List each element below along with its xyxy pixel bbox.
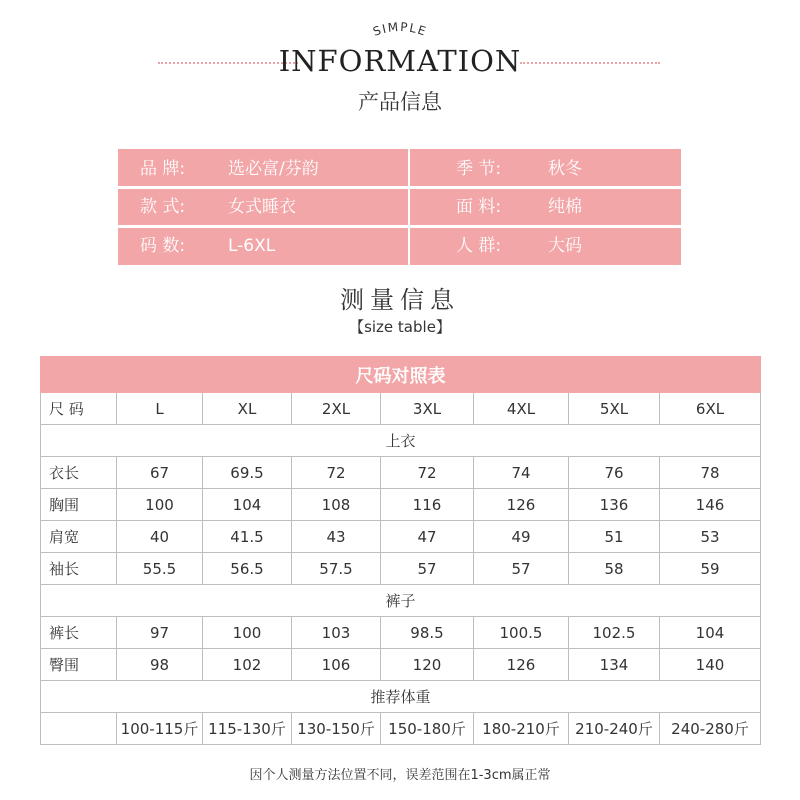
table-cell: 67: [117, 457, 203, 489]
weight-cell: 150-180斤: [381, 713, 474, 745]
row-label: 胸围: [41, 489, 117, 521]
table-cell: 58: [569, 553, 660, 585]
season-label: 季 节:: [456, 159, 502, 179]
table-cell: 116: [381, 489, 474, 521]
table-cell: 57.5: [292, 553, 381, 585]
size-section-title: 测量信息: [340, 286, 460, 314]
table-cell: 56.5: [203, 553, 292, 585]
weight-cell: 210-240斤: [569, 713, 660, 745]
table-row: [41, 617, 761, 649]
table-cell: 43: [292, 521, 381, 553]
table-cell: 126: [474, 649, 569, 681]
table-cell: 40: [117, 521, 203, 553]
table-cell: 69.5: [203, 457, 292, 489]
table-cell: 74: [474, 457, 569, 489]
product-info-panel: [118, 149, 681, 265]
section-pants: 裤子: [41, 585, 761, 617]
size-row-label: 尺 码: [41, 393, 117, 425]
table-row: [41, 553, 761, 585]
footnote: 因个人测量方法位置不同，误差范围在1-3cm属正常: [249, 768, 551, 783]
table-cell: 140: [660, 649, 761, 681]
season-value: 秋冬: [548, 159, 582, 179]
size-header: XL: [203, 393, 292, 425]
size-header: 5XL: [569, 393, 660, 425]
table-cell: 97: [117, 617, 203, 649]
size-header: 4XL: [474, 393, 569, 425]
size-table: [40, 356, 761, 745]
table-cell: 104: [660, 617, 761, 649]
weight-cell: 100-115斤: [117, 713, 203, 745]
table-row: [41, 457, 761, 489]
size-value: L-6XL: [228, 236, 276, 256]
group-label: 人 群:: [456, 236, 502, 256]
section-weight: 推荐体重: [41, 681, 761, 713]
row-label: 衣长: [41, 457, 117, 489]
table-cell: 76: [569, 457, 660, 489]
page-title: INFORMATION: [278, 44, 522, 78]
table-cell: 100: [203, 617, 292, 649]
size-header: 6XL: [660, 393, 761, 425]
table-cell: 103: [292, 617, 381, 649]
table-row-weight: [41, 713, 761, 745]
table-cell: 57: [381, 553, 474, 585]
table-cell: 146: [660, 489, 761, 521]
table-caption: 尺码对照表: [41, 357, 761, 393]
table-cell: 47: [381, 521, 474, 553]
table-cell: 106: [292, 649, 381, 681]
info-row-season: [410, 151, 681, 187]
info-row-fabric: [410, 189, 681, 225]
weight-cell: 180-210斤: [474, 713, 569, 745]
table-cell: 72: [292, 457, 381, 489]
table-row: [41, 649, 761, 681]
row-label: 肩宽: [41, 521, 117, 553]
table-row: [41, 489, 761, 521]
table-cell: 98.5: [381, 617, 474, 649]
svg-text:SIMPLE: [371, 20, 429, 39]
simple-text: SIMPLE: [371, 19, 429, 39]
table-cell: 102: [203, 649, 292, 681]
table-cell: 98: [117, 649, 203, 681]
table-cell: 41.5: [203, 521, 292, 553]
table-cell: 136: [569, 489, 660, 521]
table-cell: 126: [474, 489, 569, 521]
weight-cell: 130-150斤: [292, 713, 381, 745]
table-cell: 59: [660, 553, 761, 585]
size-header: L: [117, 393, 203, 425]
table-cell: 100.5: [474, 617, 569, 649]
size-header: 2XL: [292, 393, 381, 425]
style-value: 女式睡衣: [228, 197, 296, 217]
table-cell: 49: [474, 521, 569, 553]
information-header: [0, 44, 800, 84]
style-label: 款 式:: [140, 197, 186, 217]
table-cell: 100: [117, 489, 203, 521]
row-label: 裤长: [41, 617, 117, 649]
fabric-label: 面 料:: [456, 197, 502, 217]
weight-cell: 240-280斤: [660, 713, 761, 745]
weight-cell: 115-130斤: [203, 713, 292, 745]
row-label: 臀围: [41, 649, 117, 681]
table-cell: 55.5: [117, 553, 203, 585]
row-label: 袖长: [41, 553, 117, 585]
info-row-brand: [118, 151, 408, 187]
table-cell: 53: [660, 521, 761, 553]
weight-row-label: [41, 713, 117, 745]
brand-label: 品 牌:: [140, 159, 186, 179]
brand-value: 选必富/芬韵: [228, 159, 319, 179]
table-cell: 108: [292, 489, 381, 521]
table-row: [41, 521, 761, 553]
info-row-size: [118, 228, 408, 264]
info-row-group: [410, 228, 681, 264]
size-header: 3XL: [381, 393, 474, 425]
page-subtitle: 产品信息: [358, 90, 442, 114]
header-simple: [0, 18, 800, 44]
table-row-sizes: [41, 393, 761, 425]
fabric-value: 纯棉: [548, 197, 582, 217]
size-label: 码 数:: [140, 236, 186, 256]
table-cell: 51: [569, 521, 660, 553]
table-cell: 104: [203, 489, 292, 521]
table-cell: 57: [474, 553, 569, 585]
table-cell: 72: [381, 457, 474, 489]
group-value: 大码: [548, 236, 582, 256]
size-section-subtitle: 【size table】: [349, 318, 451, 336]
info-row-style: [118, 189, 408, 225]
table-cell: 134: [569, 649, 660, 681]
table-cell: 78: [660, 457, 761, 489]
table-cell: 102.5: [569, 617, 660, 649]
table-cell: 120: [381, 649, 474, 681]
section-top: 上衣: [41, 425, 761, 457]
dotted-rule-right: [520, 62, 660, 64]
